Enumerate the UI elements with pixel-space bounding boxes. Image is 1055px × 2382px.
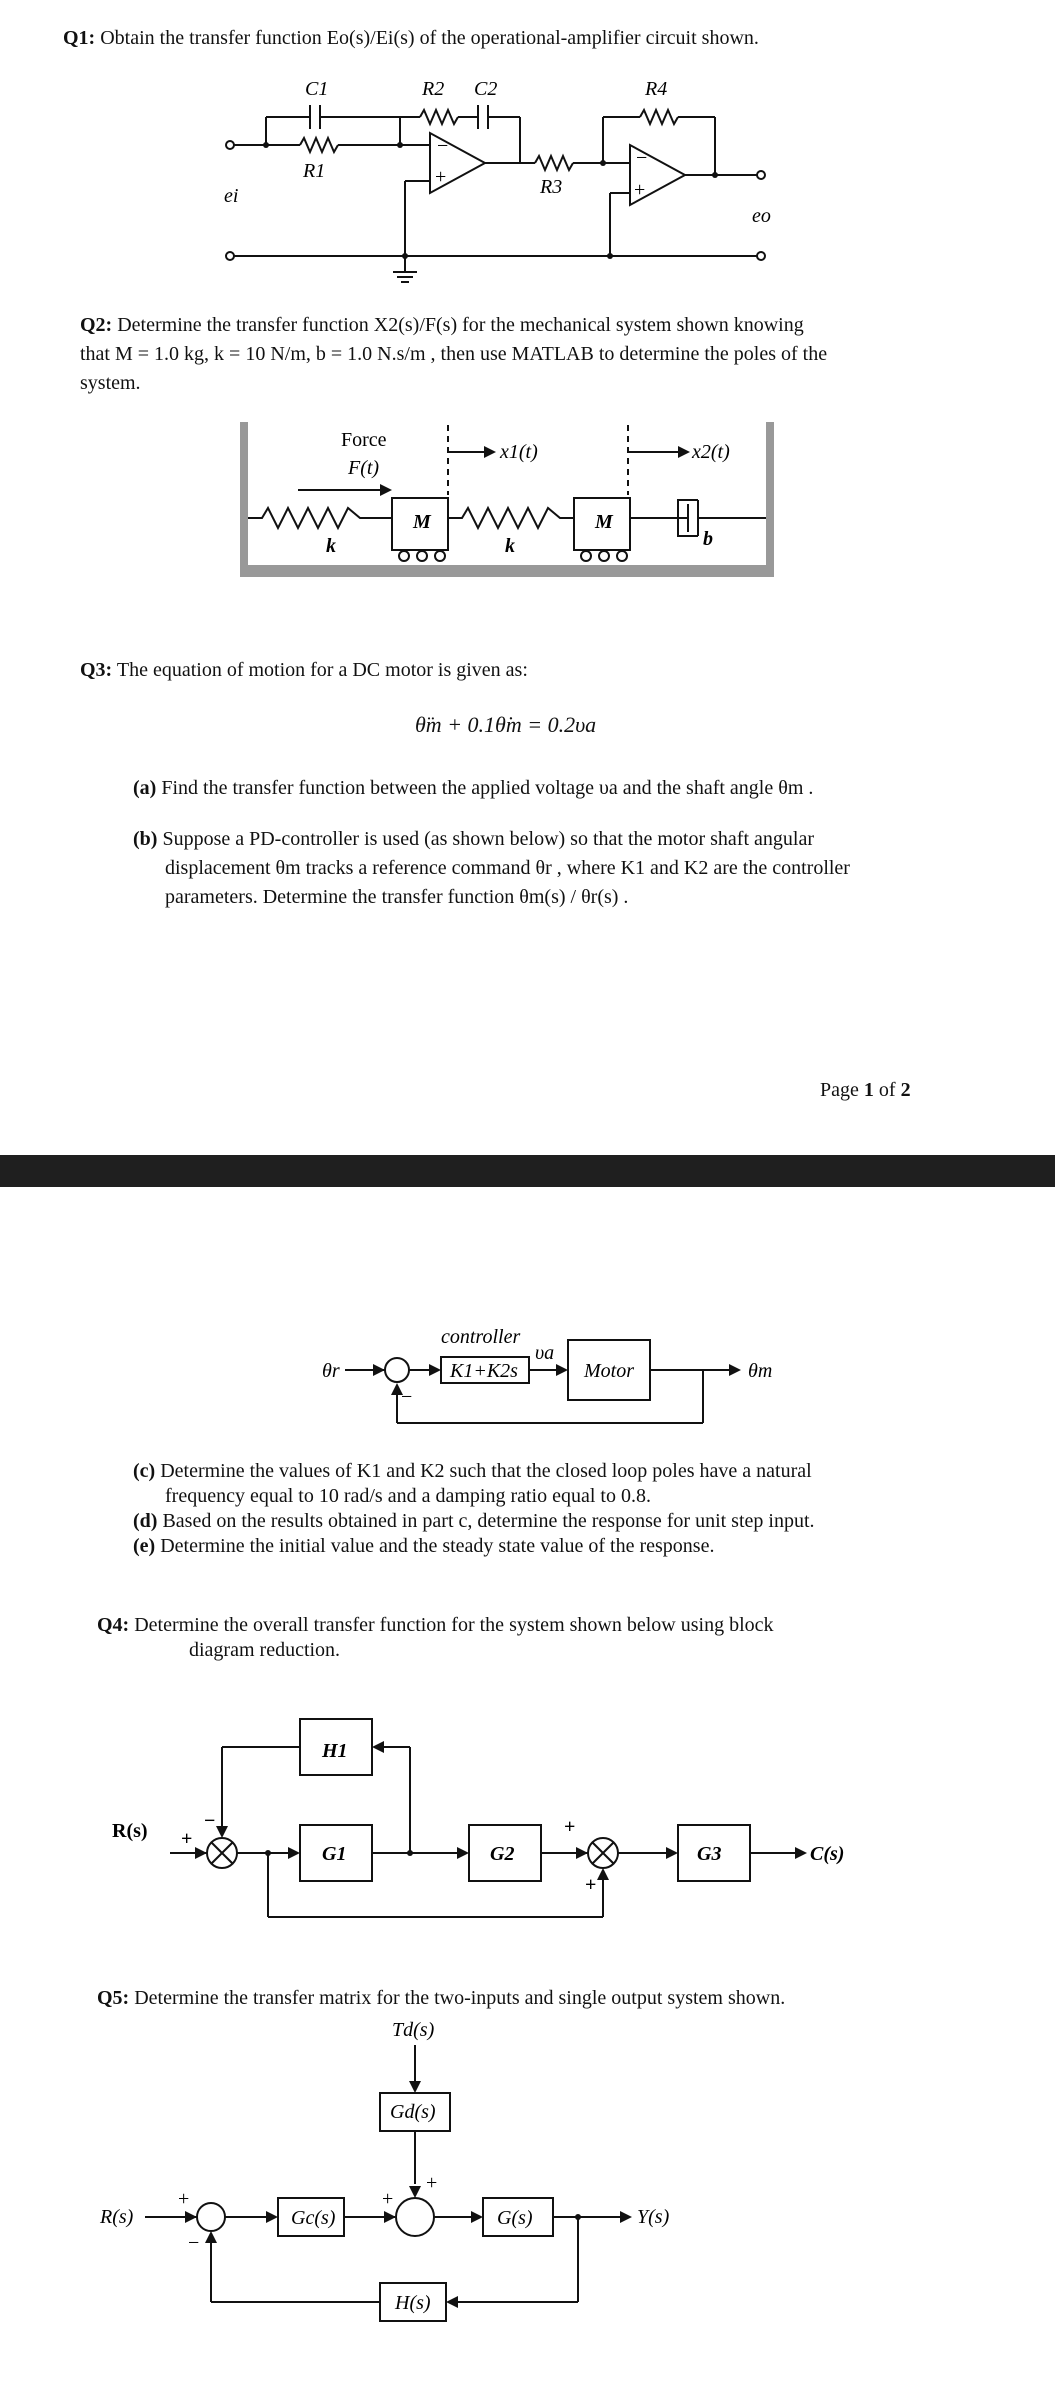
k1-label: k (326, 535, 336, 557)
force-label: Force (341, 429, 387, 451)
gd-label: Gd(s) (390, 2101, 436, 2123)
q4-plus-3: + (585, 1874, 597, 1896)
theta-m-label: θm (748, 1360, 773, 1382)
k2-label: k (505, 535, 515, 557)
motor-label: Motor (584, 1360, 634, 1382)
q2-line-3: system. (80, 372, 141, 394)
q4-number: Q4: (97, 1614, 130, 1636)
gain-label: K1+K2s (450, 1360, 518, 1382)
page-prefix: Page (820, 1079, 864, 1101)
q3-b-line-3: parameters. Determine the transfer function θm(s) / θr(s) . (165, 886, 629, 908)
q3-b-line-1: Suppose a PD-controller is used (as shown below) so that the motor shaft angular (162, 828, 814, 850)
q3-e-text: Determine the initial value and the steady state value of the response. (160, 1535, 715, 1557)
svg-text:+: + (634, 179, 646, 201)
q2-number: Q2: (80, 314, 113, 336)
eo-label: eo (752, 205, 771, 227)
q3-text: The equation of motion for a DC motor is given as: (116, 659, 528, 681)
q5-plus-2: + (382, 2188, 394, 2210)
g-label: G(s) (497, 2207, 533, 2229)
ft-label: F(t) (348, 457, 380, 479)
q4-plus-2: + (564, 1816, 576, 1838)
q2-mechanical-system (0, 0, 1055, 600)
q4-plus-1: + (181, 1828, 193, 1850)
q3-c-tag: (c) (133, 1460, 156, 1482)
q5-block-diagram (0, 1187, 1055, 2382)
q3-c-line-2: frequency equal to 10 rad/s and a damping ratio equal to 0.8. (165, 1485, 651, 1507)
g1-label: G1 (322, 1843, 347, 1865)
c2-label: C2 (474, 78, 498, 100)
q5-number: Q5: (97, 1987, 130, 2009)
q3-d-tag: (d) (133, 1510, 158, 1532)
gc-label: Gc(s) (291, 2207, 336, 2229)
q5-ys-label: Y(s) (637, 2206, 670, 2228)
x2-label: x2(t) (692, 441, 730, 463)
q3-part-b (133, 825, 1013, 912)
q4-line-2: diagram reduction. (189, 1639, 341, 1661)
q2-line-2: that M = 1.0 kg, k = 10 N/m, b = 1.0 N.s/m , then use MATLAB to determine the poles of the (80, 343, 828, 365)
q3-b-line-2: displacement θm tracks a reference command θr , where K1 and K2 are the controller (165, 857, 850, 879)
page-2 (0, 1187, 1055, 2382)
feedback-minus: − (401, 1386, 413, 1408)
theta-r-label: θr (322, 1360, 340, 1382)
mass2-label: M (595, 511, 613, 533)
q3-part-a (133, 774, 983, 803)
q3-d-text: Based on the results obtained in part c, determine the response for unit step input. (162, 1510, 815, 1532)
controller-label: controller (441, 1326, 521, 1348)
c1-label: C1 (305, 78, 329, 100)
r3-label: R3 (540, 176, 563, 198)
page-total: 2 (900, 1079, 911, 1101)
r2-label: R2 (422, 78, 445, 100)
q1-text: Obtain the transfer function Eo(s)/Ei(s) of the operational-amplifier circuit shown. (100, 27, 759, 49)
page-mid: of (873, 1079, 901, 1101)
page-divider (0, 1155, 1055, 1187)
mass1-label: M (413, 511, 431, 533)
q4-minus-1: − (204, 1810, 216, 1832)
q3-equation: θ̈m + 0.1θ̇m = 0.2υa (415, 712, 597, 737)
svg-text:−: − (437, 135, 449, 157)
q3-statement (80, 656, 528, 685)
page-number: 1 (863, 1079, 874, 1101)
b-label: b (703, 528, 713, 550)
va-label: υa (535, 1342, 555, 1364)
td-label: Td(s) (392, 2019, 435, 2041)
q4-rs-label: R(s) (112, 1820, 148, 1842)
q5-plus-1: + (178, 2188, 190, 2210)
q3-b-tag: (b) (133, 828, 158, 850)
h-label: H(s) (395, 2292, 431, 2314)
q5-plus-3: + (426, 2172, 438, 2194)
q5-rs-label: R(s) (100, 2206, 134, 2228)
q4-cs-label: C(s) (810, 1843, 845, 1865)
q1-number: Q1: (63, 27, 96, 49)
q3-a-tag: (a) (133, 777, 157, 799)
page-1 (0, 0, 1055, 1155)
q5-text: Determine the transfer matrix for the two-inputs and single output system shown. (134, 1987, 786, 2009)
q3-c-line-1: Determine the values of K1 and K2 such that the closed loop poles have a natural (160, 1460, 812, 1482)
q4-line-1: Determine the overall transfer function for the system shown below using block (134, 1614, 774, 1636)
q3-a-text: Find the transfer function between the applied voltage υa and the shaft angle θm . (161, 777, 814, 799)
q3-number: Q3: (80, 659, 113, 681)
page-footer (820, 1076, 911, 1105)
ei-label: ei (224, 185, 239, 207)
g2-label: G2 (490, 1843, 515, 1865)
q3-e-tag: (e) (133, 1535, 156, 1557)
q2-line-1: Determine the transfer function X2(s)/F(s) for the mechanical system shown knowing (117, 314, 804, 336)
q5-minus-1: − (188, 2232, 200, 2254)
svg-text:−: − (636, 147, 648, 169)
r1-label: R1 (303, 160, 326, 182)
r4-label: R4 (645, 78, 668, 100)
h1-label: H1 (322, 1740, 348, 1762)
g3-label: G3 (697, 1843, 722, 1865)
x1-label: x1(t) (500, 441, 538, 463)
svg-text:+: + (435, 166, 447, 188)
